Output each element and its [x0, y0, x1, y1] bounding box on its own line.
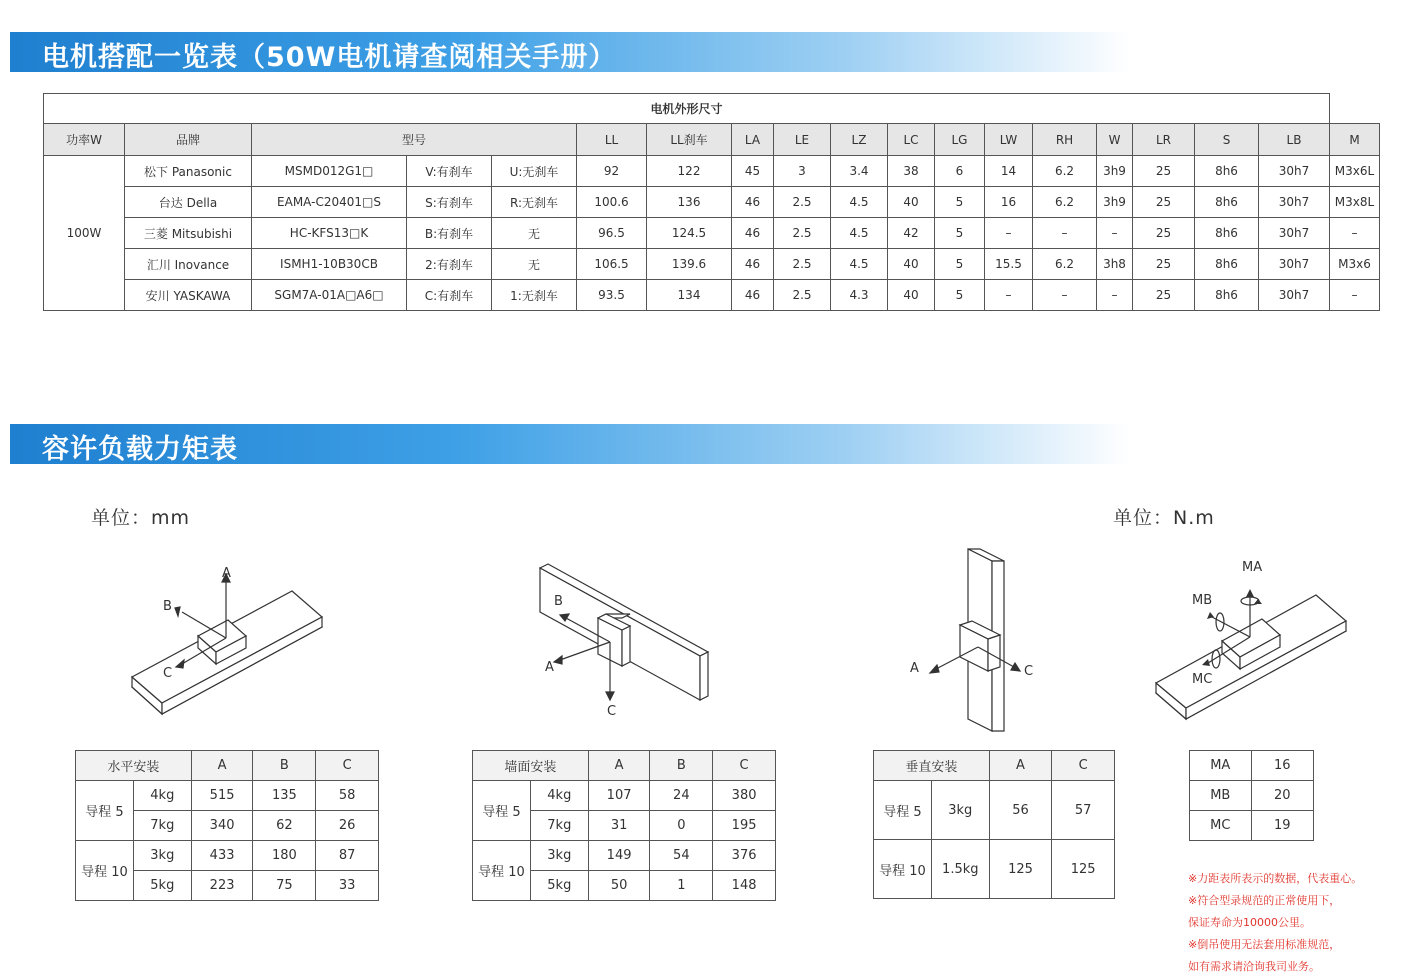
- header-cell: 品牌: [125, 124, 252, 156]
- table-cell: 106.5: [577, 249, 647, 280]
- table-cell: –: [1330, 280, 1380, 311]
- model-cell: EAMA-C20401□S: [252, 187, 407, 218]
- table-cell: 6.2: [1033, 156, 1097, 187]
- table-row: [44, 280, 1380, 311]
- table-cell: 0: [650, 811, 713, 841]
- table-cell: 433: [191, 841, 253, 871]
- table-cell: 5kg: [530, 871, 588, 901]
- table-row: [44, 187, 1380, 218]
- wall-load-table: [472, 750, 776, 901]
- model-cell: ISMH1-10B30CB: [252, 249, 407, 280]
- table-cell: 25: [1133, 249, 1195, 280]
- table-cell: 24: [650, 781, 713, 811]
- table-cell: 26: [316, 811, 379, 841]
- header-cell: LB: [1259, 124, 1330, 156]
- header-cell: B: [253, 751, 316, 781]
- section-banner-motor: [10, 32, 1130, 72]
- axis-label-c: C: [1024, 664, 1034, 679]
- lead-cell: 导程 10: [76, 841, 134, 901]
- table-cell: 100.6: [577, 187, 647, 218]
- table-cell: 6.2: [1033, 187, 1097, 218]
- table-cell: 30h7: [1259, 249, 1330, 280]
- table-cell: 45: [732, 156, 774, 187]
- axis-label-a: A: [910, 661, 919, 676]
- table-cell: 136: [647, 187, 732, 218]
- table-cell: 139.6: [647, 249, 732, 280]
- table-cell: 7kg: [530, 811, 588, 841]
- table-cell: M3x6: [1330, 249, 1380, 280]
- table-cell: 15.5: [985, 249, 1033, 280]
- model-cell: SGM7A-01A□A6□: [252, 280, 407, 311]
- header-cell: LZ: [831, 124, 888, 156]
- table-cell: 19: [1251, 811, 1313, 841]
- axis-label-b: B: [163, 599, 172, 614]
- table-cell: 62: [253, 811, 316, 841]
- header-cell: LG: [935, 124, 985, 156]
- header-cell: LL刹车: [647, 124, 732, 156]
- table-cell: 135: [253, 781, 316, 811]
- table-cell: 380: [713, 781, 776, 811]
- unit-label-nm: 单位：N.m: [1113, 507, 1215, 529]
- notes-block: [1188, 868, 1408, 978]
- table-cell: 4.5: [831, 249, 888, 280]
- header-cell: LW: [985, 124, 1033, 156]
- header-cell: LA: [732, 124, 774, 156]
- table-cell: –: [1330, 218, 1380, 249]
- table-cell: 148: [713, 871, 776, 901]
- table-cell: 8h6: [1195, 187, 1259, 218]
- table-cell: 8h6: [1195, 249, 1259, 280]
- table-cell: 1.5kg: [931, 840, 989, 899]
- table-cell: 5: [935, 218, 985, 249]
- table-cell: 96.5: [577, 218, 647, 249]
- table-cell: 195: [713, 811, 776, 841]
- horizontal-mount-diagram: [120, 560, 340, 725]
- note-line: ※符合型录规范的正常使用下，: [1188, 894, 1341, 907]
- table-cell: 8h6: [1195, 218, 1259, 249]
- table-row: [473, 781, 776, 811]
- note-line: ※力距表所表示的数据，代表重心。: [1188, 872, 1363, 885]
- table-cell: –: [985, 280, 1033, 311]
- table-cell: 7kg: [133, 811, 191, 841]
- axis-label-a: A: [222, 566, 231, 581]
- header-cell: B: [650, 751, 713, 781]
- table-cell: 2.5: [774, 218, 831, 249]
- table-cell: 3h8: [1097, 249, 1133, 280]
- table-cell: 20: [1251, 781, 1313, 811]
- axis-label-a: A: [545, 660, 554, 675]
- table-cell: 31: [588, 811, 650, 841]
- table-cell: S:有刹车: [407, 187, 492, 218]
- table-cell: –: [1097, 280, 1133, 311]
- header-cell: 型号: [252, 124, 577, 156]
- table-title: 电机外形尺寸: [44, 94, 1330, 124]
- table-row: [1190, 751, 1314, 781]
- header-cell: 水平安装: [76, 751, 192, 781]
- note-line: 保证寿命为10000公里。: [1188, 916, 1311, 929]
- table-cell: 56: [989, 781, 1052, 840]
- table-cell: 180: [253, 841, 316, 871]
- table-cell: 3kg: [133, 841, 191, 871]
- table-cell: 149: [588, 841, 650, 871]
- table-cell: 30h7: [1259, 187, 1330, 218]
- table-cell: 75: [253, 871, 316, 901]
- table-cell: 2:有刹车: [407, 249, 492, 280]
- table-cell: 92: [577, 156, 647, 187]
- header-cell: A: [989, 751, 1052, 781]
- table-cell: B:有刹车: [407, 218, 492, 249]
- model-cell: MSMD012G1□: [252, 156, 407, 187]
- vertical-load-table: [873, 750, 1115, 899]
- table-cell: 30h7: [1259, 218, 1330, 249]
- lead-cell: 导程 10: [473, 841, 531, 901]
- table-cell: 16: [1251, 751, 1313, 781]
- table-cell: 46: [732, 249, 774, 280]
- table-cell: 14: [985, 156, 1033, 187]
- table-cell: –: [1097, 218, 1133, 249]
- table-cell: 4.5: [831, 187, 888, 218]
- moment-table: [1189, 750, 1314, 841]
- table-cell: 58: [316, 781, 379, 811]
- table-cell: 4.5: [831, 218, 888, 249]
- table-cell: 3: [774, 156, 831, 187]
- header-cell: M: [1330, 124, 1380, 156]
- table-cell: MA: [1190, 751, 1252, 781]
- table-cell: 6: [935, 156, 985, 187]
- table-cell: 5kg: [133, 871, 191, 901]
- header-cell: LL: [577, 124, 647, 156]
- table-cell: 3h9: [1097, 156, 1133, 187]
- table-row: [473, 841, 776, 871]
- table-cell: 33: [316, 871, 379, 901]
- lead-cell: 导程 5: [473, 781, 531, 841]
- table-cell: 124.5: [647, 218, 732, 249]
- table-cell: 25: [1133, 218, 1195, 249]
- table-cell: 42: [888, 218, 935, 249]
- table-cell: 87: [316, 841, 379, 871]
- table-row: [874, 781, 1115, 840]
- header-cell: LR: [1133, 124, 1195, 156]
- table-cell: 30h7: [1259, 280, 1330, 311]
- table-cell: V:有刹车: [407, 156, 492, 187]
- table-cell: 2.5: [774, 187, 831, 218]
- table-cell: 5: [935, 249, 985, 280]
- table-row: [1190, 781, 1314, 811]
- brand-cell: 台达 Della: [125, 187, 252, 218]
- table-cell: 40: [888, 280, 935, 311]
- brand-cell: 汇川 Inovance: [125, 249, 252, 280]
- section-title: 电机搭配一览表（50W电机请查阅相关手册）: [42, 42, 617, 73]
- table-row: [44, 249, 1380, 280]
- table-header-row: [44, 124, 1380, 156]
- table-cell: 46: [732, 218, 774, 249]
- header-cell: RH: [1033, 124, 1097, 156]
- table-cell: 46: [732, 280, 774, 311]
- table-cell: 1: [650, 871, 713, 901]
- table-cell: U:无刹车: [492, 156, 577, 187]
- table-cell: 4kg: [133, 781, 191, 811]
- header-cell: 垂直安装: [874, 751, 990, 781]
- horizontal-load-table: [75, 750, 379, 901]
- model-cell: HC-KFS13□K: [252, 218, 407, 249]
- header-cell: S: [1195, 124, 1259, 156]
- header-cell: 功率W: [44, 124, 125, 156]
- wall-mount-diagram: [530, 560, 720, 720]
- brand-cell: 松下 Panasonic: [125, 156, 252, 187]
- header-cell: A: [588, 751, 650, 781]
- header-cell: C: [316, 751, 379, 781]
- motor-matching-table: [43, 93, 1380, 311]
- table-cell: 515: [191, 781, 253, 811]
- table-row: [44, 156, 1380, 187]
- table-cell: 3kg: [530, 841, 588, 871]
- table-row: [44, 218, 1380, 249]
- table-cell: –: [985, 218, 1033, 249]
- axis-label-c: C: [163, 666, 173, 681]
- table-row: [1190, 811, 1314, 841]
- table-cell: 2.5: [774, 280, 831, 311]
- table-cell: MB: [1190, 781, 1252, 811]
- table-cell: 3.4: [831, 156, 888, 187]
- table-cell: 5: [935, 280, 985, 311]
- table-cell: 223: [191, 871, 253, 901]
- table-row: [76, 781, 379, 811]
- section-title: 容许负载力矩表: [42, 434, 238, 465]
- table-cell: 6.2: [1033, 249, 1097, 280]
- table-row: [76, 841, 379, 871]
- axis-label-c: C: [607, 704, 617, 719]
- lead-cell: 导程 5: [76, 781, 134, 841]
- table-cell: 2.5: [774, 249, 831, 280]
- header-cell: W: [1097, 124, 1133, 156]
- table-cell: MC: [1190, 811, 1252, 841]
- table-cell: 1:无刹车: [492, 280, 577, 311]
- table-cell: 30h7: [1259, 156, 1330, 187]
- header-cell: A: [191, 751, 253, 781]
- moment-diagram: [1150, 555, 1355, 725]
- table-cell: 40: [888, 249, 935, 280]
- table-row: [874, 840, 1115, 899]
- table-cell: 8h6: [1195, 280, 1259, 311]
- table-cell: 46: [732, 187, 774, 218]
- lead-cell: 导程 10: [874, 840, 932, 899]
- table-cell: 57: [1052, 781, 1115, 840]
- header-cell: 墙面安装: [473, 751, 589, 781]
- header-cell: LE: [774, 124, 831, 156]
- table-cell: 40: [888, 187, 935, 218]
- table-cell: 122: [647, 156, 732, 187]
- table-cell: 340: [191, 811, 253, 841]
- table-cell: 134: [647, 280, 732, 311]
- axis-label-b: B: [554, 594, 563, 609]
- table-cell: 3h9: [1097, 187, 1133, 218]
- table-cell: 4.3: [831, 280, 888, 311]
- table-cell: –: [1033, 218, 1097, 249]
- note-line: ※倒吊使用无法套用标准规范，: [1188, 938, 1341, 951]
- table-cell: R:无刹车: [492, 187, 577, 218]
- table-cell: 54: [650, 841, 713, 871]
- brand-cell: 三菱 Mitsubishi: [125, 218, 252, 249]
- table-cell: 125: [989, 840, 1052, 899]
- note-line: 如有需求请洽询我司业务。: [1188, 960, 1320, 973]
- brand-cell: 安川 YASKAWA: [125, 280, 252, 311]
- vertical-mount-diagram: [900, 545, 1050, 735]
- table-cell: M3x6L: [1330, 156, 1380, 187]
- table-cell: 16: [985, 187, 1033, 218]
- unit-label-mm: 单位：mm: [91, 507, 191, 529]
- table-cell: 25: [1133, 280, 1195, 311]
- table-cell: 376: [713, 841, 776, 871]
- power-cell: 100W: [44, 156, 125, 311]
- lead-cell: 导程 5: [874, 781, 932, 840]
- table-cell: M3x8L: [1330, 187, 1380, 218]
- table-cell: 25: [1133, 187, 1195, 218]
- moment-label-mc: MC: [1192, 672, 1213, 687]
- table-cell: 25: [1133, 156, 1195, 187]
- table-cell: 38: [888, 156, 935, 187]
- table-cell: 125: [1052, 840, 1115, 899]
- table-cell: 5: [935, 187, 985, 218]
- header-cell: LC: [888, 124, 935, 156]
- table-cell: C:有刹车: [407, 280, 492, 311]
- table-cell: 3kg: [931, 781, 989, 840]
- table-cell: 107: [588, 781, 650, 811]
- header-cell: C: [1052, 751, 1115, 781]
- table-cell: 无: [492, 218, 577, 249]
- header-cell: C: [713, 751, 776, 781]
- table-cell: 无: [492, 249, 577, 280]
- section-banner-load: [10, 424, 1130, 464]
- table-cell: –: [1033, 280, 1097, 311]
- moment-label-ma: MA: [1242, 560, 1263, 575]
- moment-label-mb: MB: [1192, 593, 1213, 608]
- table-cell: 8h6: [1195, 156, 1259, 187]
- table-cell: 4kg: [530, 781, 588, 811]
- table-cell: 93.5: [577, 280, 647, 311]
- table-cell: 50: [588, 871, 650, 901]
